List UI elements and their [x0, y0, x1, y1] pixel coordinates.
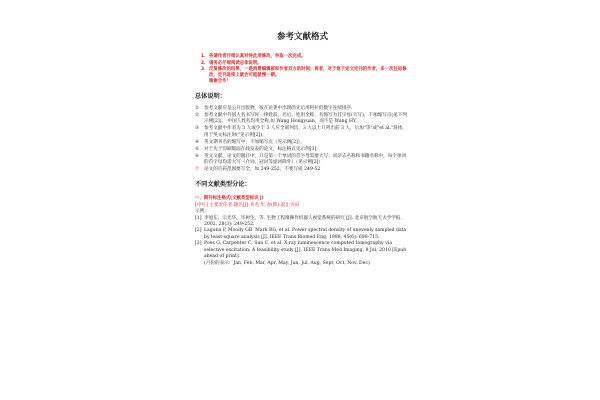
item-number: ⑦: [195, 167, 200, 173]
item-number: ①: [195, 105, 200, 111]
reference-item: [195, 228, 410, 241]
notice-thanks: 谢谢合作！: [209, 79, 231, 85]
document-page: [195, 30, 410, 390]
ref-text: 李旭东，宗光华，毕树生，等. 生物工程微操作机器人视觉系统的研究 [J]. 北京航空航天大学学报, 2002, 28(3): 249-252.: [204, 215, 402, 228]
reference-item: [195, 216, 410, 229]
item-text: 参考文献中外国人名书写时一律姓前，名后，姓用全称，名缩写为首字母(大写)，不加缩写点(见下列示例[2])。 中国人姓名均用全称,如 Wang Hongyuan，而不是 Wang HY。: [204, 112, 407, 125]
item-number: ③: [195, 126, 200, 132]
ref-number: [2]: [195, 228, 202, 234]
general-item: [195, 113, 410, 126]
notice-list: [195, 54, 410, 85]
notice-item: [201, 67, 410, 79]
notice-number: 3.: [201, 66, 206, 72]
ref-number: [3]: [195, 241, 202, 247]
ref-text: Poes G, Carpenter C, Sun C, et al. X-ray luminescence computed tomography via selective excitation: A feasibility study [J]. IEEE Trans Med Imaging, 8 Jul, 2010 [Epub ahead of print].: [204, 241, 407, 260]
item-number: ⑤: [195, 146, 200, 152]
item-text: 英文期刊名的缩写中，不加缩写点（见示例[2]）。: [204, 139, 305, 145]
notice-text: 反复修改的结果，一是消费编辑部和作者双方的时间；再者，对于急于论文定刊的作者，多一次往返修改，定刊进度上就会可能就慢一期。: [209, 66, 407, 79]
section-heading: 一、期刊标注格式(文献类型标识 J): [195, 196, 264, 202]
types-heading: 不同文献类型分论：: [195, 181, 251, 189]
item-text: 参考文献中作者为 3 人或少于 3 人应全部列出，3 人以上只列出前 3 人，后加"等"或"et al."斜体，用于英文标注时("见示例[2])。: [204, 126, 407, 138]
page-title: 参考文献格式: [276, 32, 328, 42]
reference-item: [195, 241, 410, 260]
general-item: [195, 154, 410, 167]
item-number: ⑥: [195, 153, 200, 159]
example-label: 示例：: [195, 209, 209, 215]
notice-number: 1.: [201, 54, 206, 60]
general-item: [195, 126, 410, 139]
general-list: [195, 106, 410, 174]
general-heading: 总体说明：: [195, 93, 226, 101]
general-item: [195, 140, 410, 146]
notice-text: 请务必仔细阅读总体说明。: [209, 60, 262, 66]
item-text: 对于先于印刷版面在线发表的论文，标注格式见示例[3]: [204, 146, 317, 152]
notice-number: 2.: [201, 60, 206, 66]
item-text: 论文的页码范围要写全，如 249-252，不要写成 249-52: [204, 167, 321, 173]
item-number: ②: [195, 112, 200, 118]
item-text: 参考文献应是公开出版物，按在论著中出现的先后用阿拉伯数字连续排序.: [204, 105, 353, 111]
notice-text: 务请作者仔细认真对待此项修改，争取一次完成。: [209, 54, 306, 60]
item-text: 英文文献，论文的题目中，只是第一个单词的首字母需要大写；而杂志名称和书籍名称中，每个单词的首字母均需大写（介词、冠词等虚词除外）（见示例[2]）: [204, 153, 407, 166]
general-item: [195, 147, 410, 153]
ref-text: Laguna P, Moody GB, Mark RG, et al. Power spectral density of unevenly sampled data by least-square analysis [J]. IEEE Trans Biomed Eng, 1998, 45(6): 698-715.: [204, 228, 407, 240]
format-line: [序号] 主要责任者.题名[J].刊名,年,卷(期):起止页码: [195, 202, 300, 208]
ref-number: [1]: [195, 215, 202, 221]
item-number: ④: [195, 139, 200, 145]
general-item: [195, 106, 410, 112]
month-note: (月份的表示：Jan, Feb, Mar, Apr, May, Jun, Jul, Aug, Sept, Oct, Nov, Dec): [204, 260, 370, 266]
general-item: [195, 167, 410, 173]
